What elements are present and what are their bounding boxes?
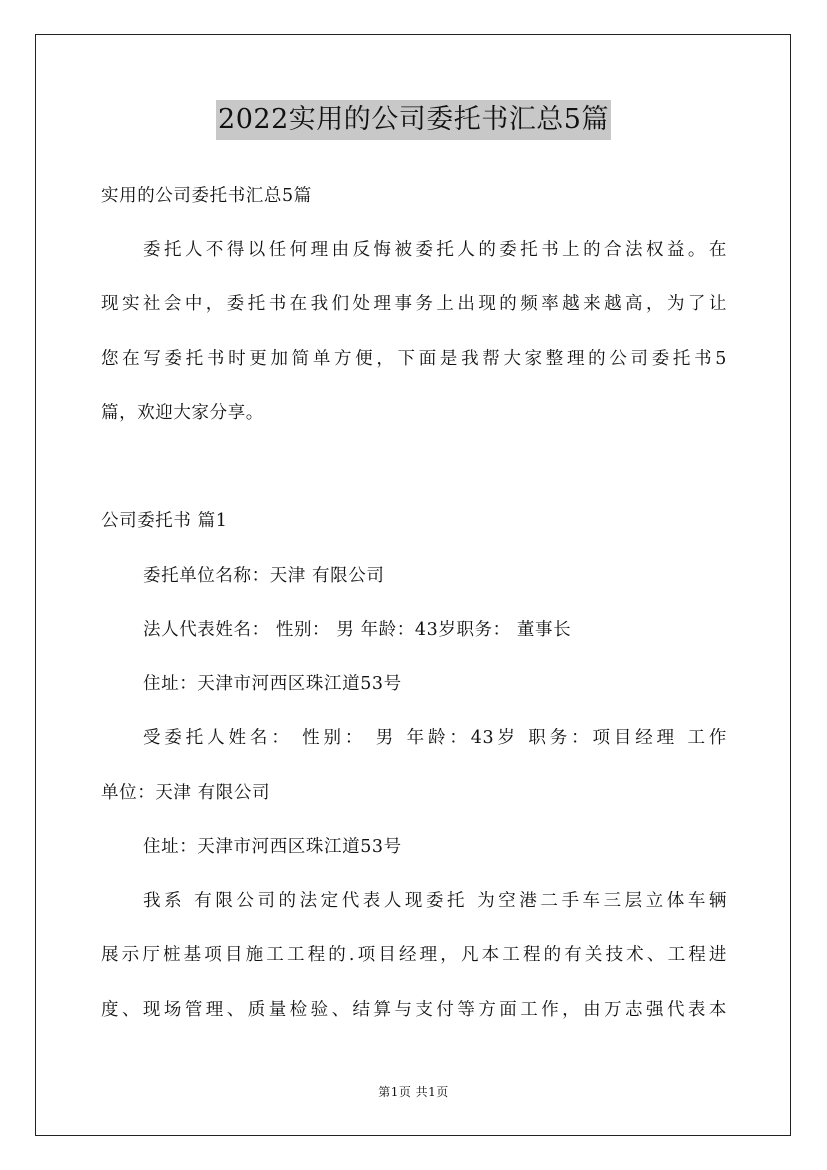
intro-line-4: 篇，欢迎大家分享。	[101, 403, 264, 423]
address-line-2: 住址：天津市河西区珠江道53号	[143, 837, 402, 857]
page-footer: 第1页 共1页	[378, 1085, 449, 1099]
delegating-unit-line: 委托单位名称：天津 有限公司	[143, 566, 385, 586]
intro-line-1: 委托人不得以任何理由反悔被委托人的委托书上的合法权益。在	[143, 240, 727, 260]
body-line-1: 我系 有限公司的法定代表人现委托 为空港二手车三层立体车辆	[143, 891, 727, 911]
title-container	[0, 100, 827, 140]
body-line-3: 度、现场管理、质量检验、结算与支付等方面工作，由万志强代表本	[101, 1000, 727, 1020]
body-line-2: 展示厅桩基项目施工工程的.项目经理，凡本工程的有关技术、工程进	[101, 945, 727, 965]
trustee-line-2: 单位：天津 有限公司	[101, 783, 271, 803]
address-line-1: 住址：天津市河西区珠江道53号	[143, 674, 402, 694]
subtitle-line: 实用的公司委托书汇总5篇	[101, 186, 312, 206]
intro-line-3: 您在写委托书时更加简单方便，下面是我帮大家整理的公司委托书5	[101, 349, 727, 369]
trustee-line-1: 受委托人姓名： 性别： 男 年龄：43岁 职务：项目经理 工作	[143, 728, 727, 748]
section-heading: 公司委托书 篇1	[101, 511, 228, 531]
legal-rep-line: 法人代表姓名： 性别： 男 年龄：43岁职务： 董事长	[143, 620, 572, 640]
intro-line-2: 现实社会中，委托书在我们处理事务上出现的频率越来越高，为了让	[101, 294, 727, 314]
document-title: 2022实用的公司委托书汇总5篇	[216, 100, 611, 140]
